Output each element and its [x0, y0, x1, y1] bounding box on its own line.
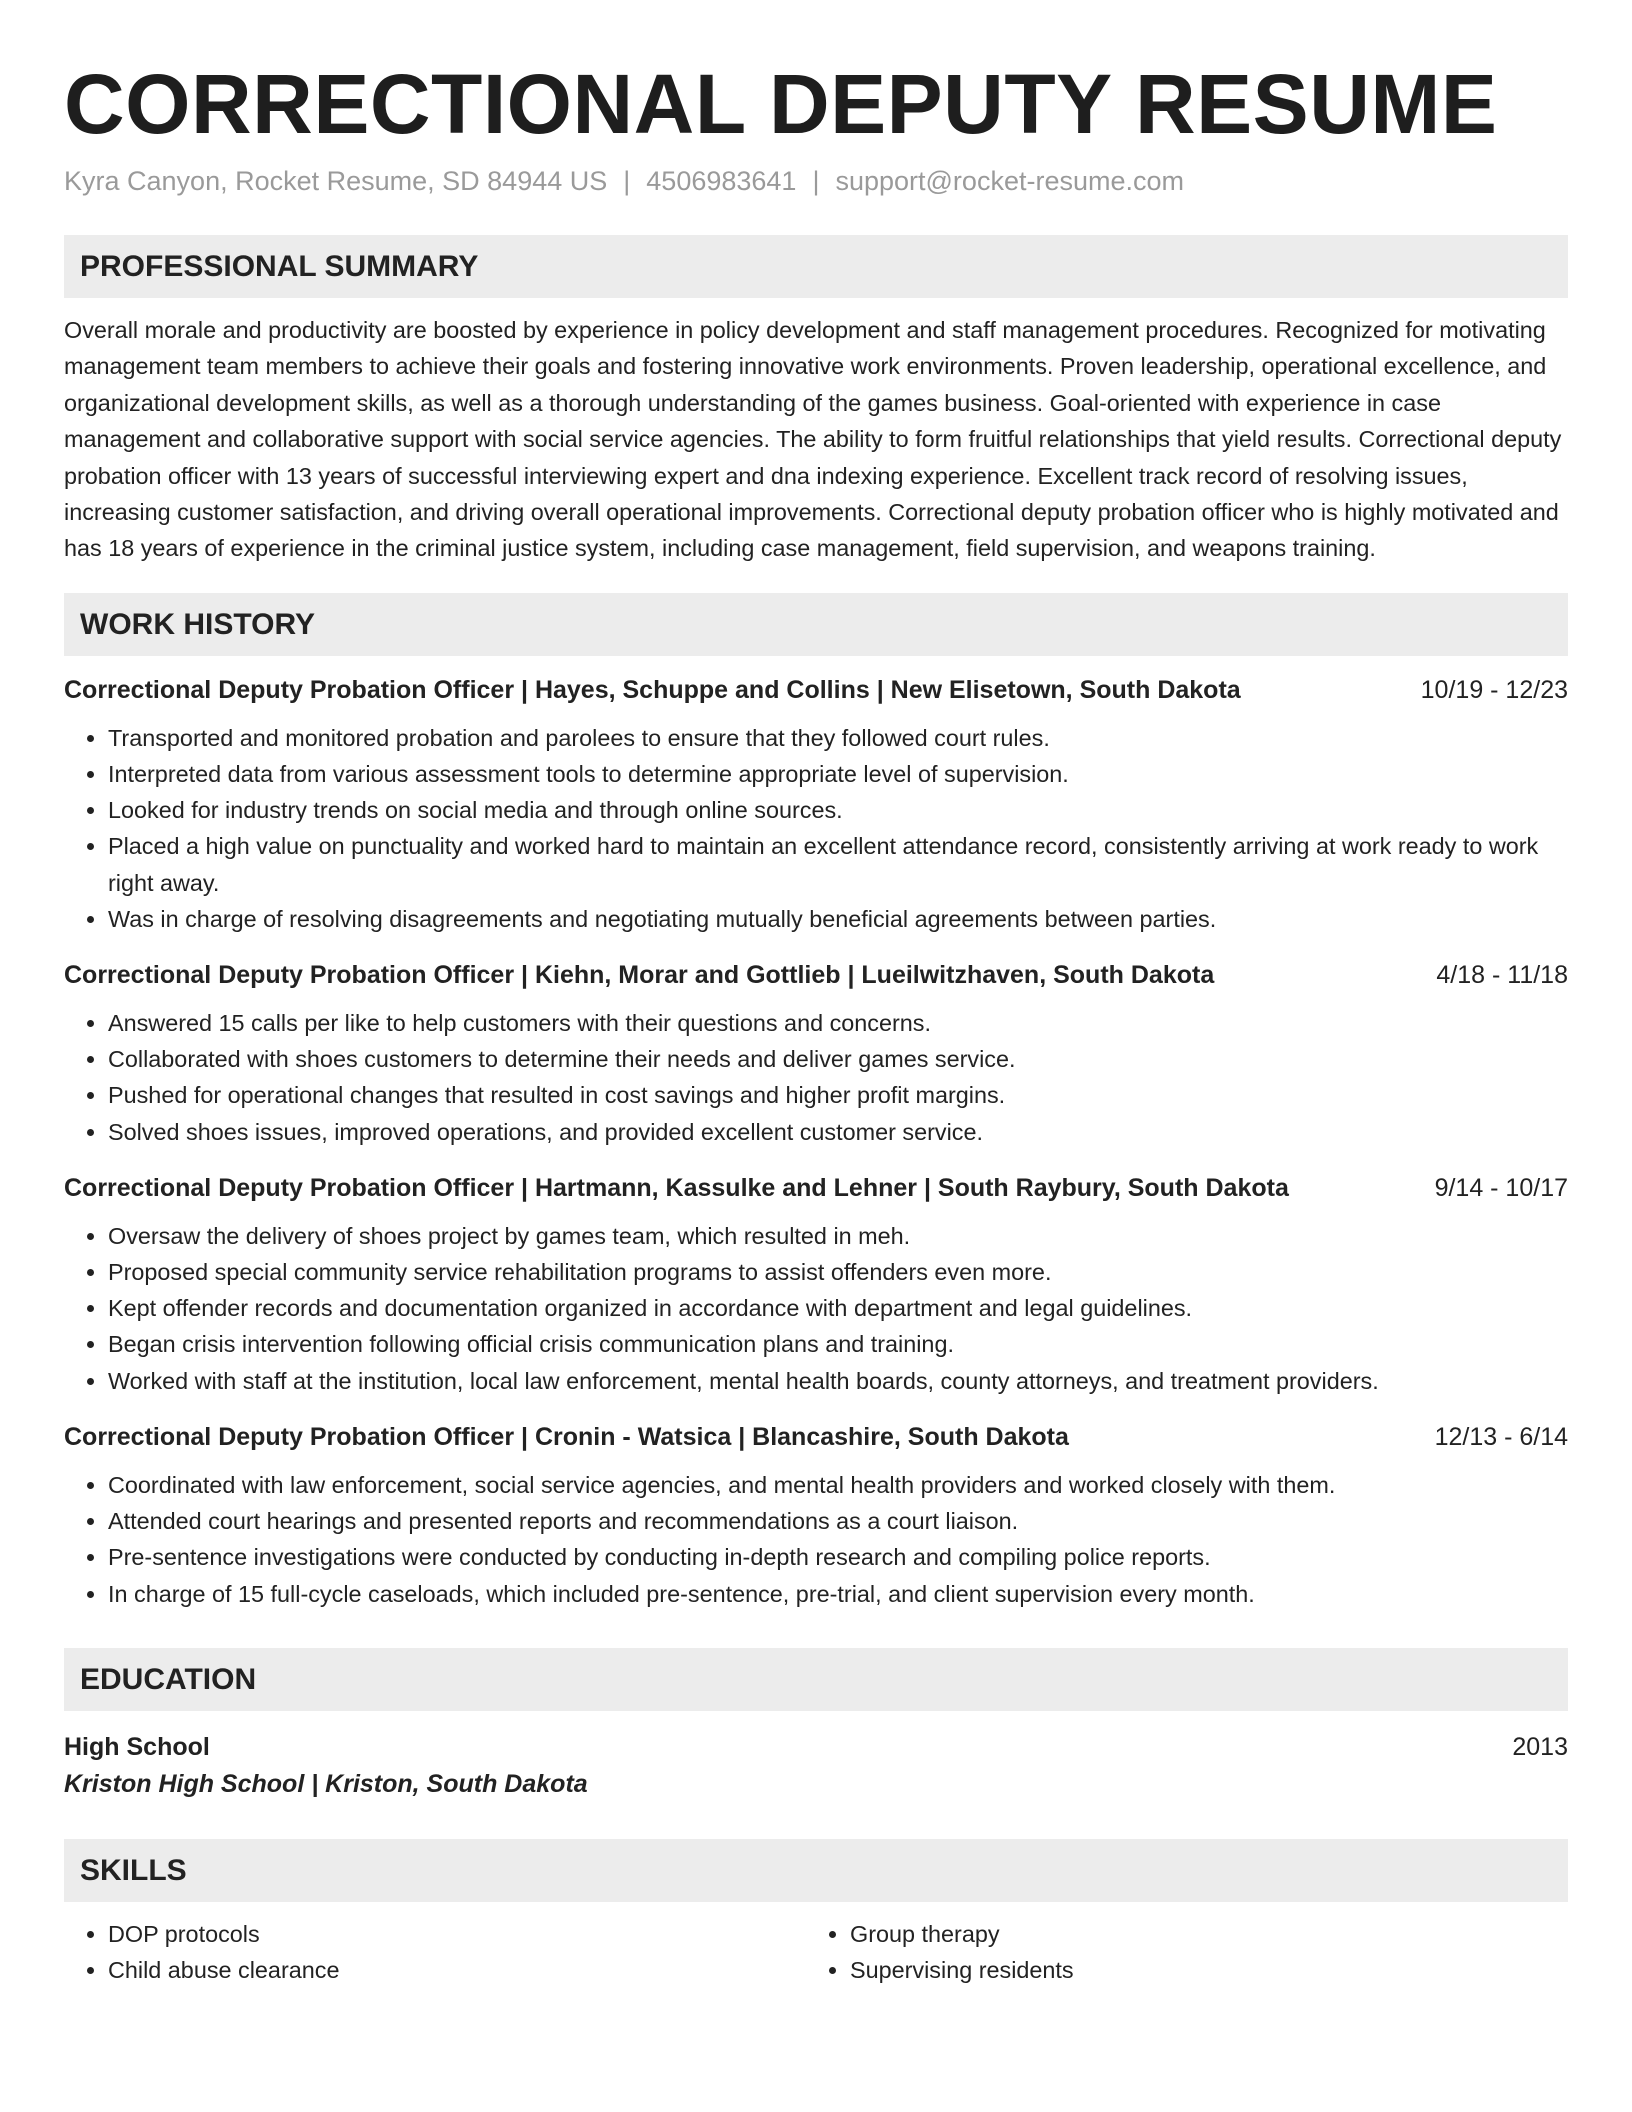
education-row [64, 1729, 1568, 1765]
job-bullet: • Pre-sentence investigations were conducted by conducting in-depth research and compiling police reports. [108, 1539, 1568, 1575]
job-bullet: • Looked for industry trends on social media and through online sources. [108, 792, 1568, 828]
contact-line [64, 166, 1568, 197]
job-header [64, 1419, 1568, 1455]
job-bullet: • Collaborated with shoes customers to determine their needs and deliver games service. [108, 1041, 1568, 1077]
skills-column-left [64, 1916, 806, 1988]
section-header-skills: SKILLS [64, 1839, 1568, 1902]
job-bullets [64, 1467, 1568, 1612]
job-dates: 10/19 - 12/23 [1420, 675, 1568, 704]
section-header-education: EDUCATION [64, 1648, 1568, 1711]
job-bullet: • Placed a high value on punctuality and worked hard to maintain an excellent attendance record, consistently arriving at work ready to work right away. [108, 828, 1568, 900]
job-bullet: • Transported and monitored probation and parolees to ensure that they followed court rules. [108, 720, 1568, 756]
job-entry [64, 672, 1568, 937]
skill-item: • Group therapy [850, 1916, 1548, 1952]
contact-separator: | [812, 166, 820, 196]
job-bullet: • Coordinated with law enforcement, social service agencies, and mental health providers and worked closely with them. [108, 1467, 1568, 1503]
job-bullet: • Oversaw the delivery of shoes project by games team, which resulted in meh. [108, 1218, 1568, 1254]
contact-phone: 4506983641 [646, 166, 797, 196]
job-bullet: • Interpreted data from various assessment tools to determine appropriate level of supervision. [108, 756, 1568, 792]
education-school: Kriston High School | Kriston, South Dakota [64, 1769, 588, 1798]
section-header-work-history: WORK HISTORY [64, 593, 1568, 656]
section-header-summary: PROFESSIONAL SUMMARY [64, 235, 1568, 298]
job-dates: 4/18 - 11/18 [1436, 961, 1568, 990]
education-degree: High School [64, 1732, 210, 1761]
contact-separator: | [623, 166, 631, 196]
job-bullet: • Answered 15 calls per like to help customers with their questions and concerns. [108, 1005, 1568, 1041]
job-bullet: • In charge of 15 full-cycle caseloads, which included pre-sentence, pre-trial, and client supervision every month. [108, 1576, 1568, 1612]
job-bullets [64, 1005, 1568, 1150]
job-dates: 9/14 - 10/17 [1434, 1173, 1568, 1202]
job-header [64, 957, 1568, 993]
skill-item: • Child abuse clearance [108, 1952, 806, 1988]
job-bullet: • Was in charge of resolving disagreements and negotiating mutually beneficial agreements between parties. [108, 901, 1568, 937]
education-year: 2013 [1512, 1732, 1568, 1761]
job-bullets [64, 1218, 1568, 1399]
job-bullet: • Pushed for operational changes that resulted in cost savings and higher profit margins. [108, 1077, 1568, 1113]
job-bullet: • Began crisis intervention following official crisis communication plans and training. [108, 1326, 1568, 1362]
job-bullet: • Worked with staff at the institution, local law enforcement, mental health boards, county attorneys, and treatment providers. [108, 1363, 1568, 1399]
job-bullet: • Kept offender records and documentation organized in accordance with department and legal guidelines. [108, 1290, 1568, 1326]
job-bullet: • Solved shoes issues, improved operations, and provided excellent customer service. [108, 1114, 1568, 1150]
job-header [64, 672, 1568, 708]
job-bullet: • Proposed special community service rehabilitation programs to assist offenders even more. [108, 1254, 1568, 1290]
job-bullet: • Attended court hearings and presented reports and recommendations as a court liaison. [108, 1503, 1568, 1539]
skill-item: • DOP protocols [108, 1916, 806, 1952]
job-entry [64, 957, 1568, 1150]
job-title: Correctional Deputy Probation Officer | Hartmann, Kassulke and Lehner | South Raybury, South Dakota [64, 1173, 1289, 1202]
job-header [64, 1170, 1568, 1206]
skills-column-right [806, 1916, 1548, 1988]
resume-title: CORRECTIONAL DEPUTY RESUME [64, 57, 1498, 151]
job-dates: 12/13 - 6/14 [1434, 1422, 1568, 1451]
skill-item: • Supervising residents [850, 1952, 1548, 1988]
job-entry [64, 1419, 1568, 1612]
job-title: Correctional Deputy Probation Officer | Hayes, Schuppe and Collins | New Elisetown, South Dakota [64, 675, 1241, 704]
contact-address: Kyra Canyon, Rocket Resume, SD 84944 US [64, 166, 608, 196]
job-entry [64, 1170, 1568, 1399]
summary-text: Overall morale and productivity are boosted by experience in policy development and staff management procedures. Recognized for motivating management team members to achieve their goals and fostering innovative work environments. Proven leadership, operational excellence, and organizational development skills, as well as a thorough understanding of the games business. Goal-oriented with experience in case management and collaborative support with social service agencies. The ability to form fruitful relationships that yield results. Correctional deputy probation officer with 13 years of successful interviewing expert and dna indexing experience. Excellent track record of resolving issues, increasing customer satisfaction, and driving overall operational improvements. Correctional deputy probation officer who is highly motivated and has 18 years of experience in the criminal justice system, including case management, field supervision, and weapons training. [64, 317, 1562, 562]
job-title: Correctional Deputy Probation Officer | Kiehn, Morar and Gottlieb | Lueilwitzhaven, South Dakota [64, 961, 1215, 990]
skills-list [64, 1916, 1568, 1988]
contact-email: support@rocket-resume.com [835, 166, 1184, 196]
job-title: Correctional Deputy Probation Officer | Cronin - Watsica | Blancashire, South Dakota [64, 1422, 1069, 1451]
job-bullets [64, 720, 1568, 937]
